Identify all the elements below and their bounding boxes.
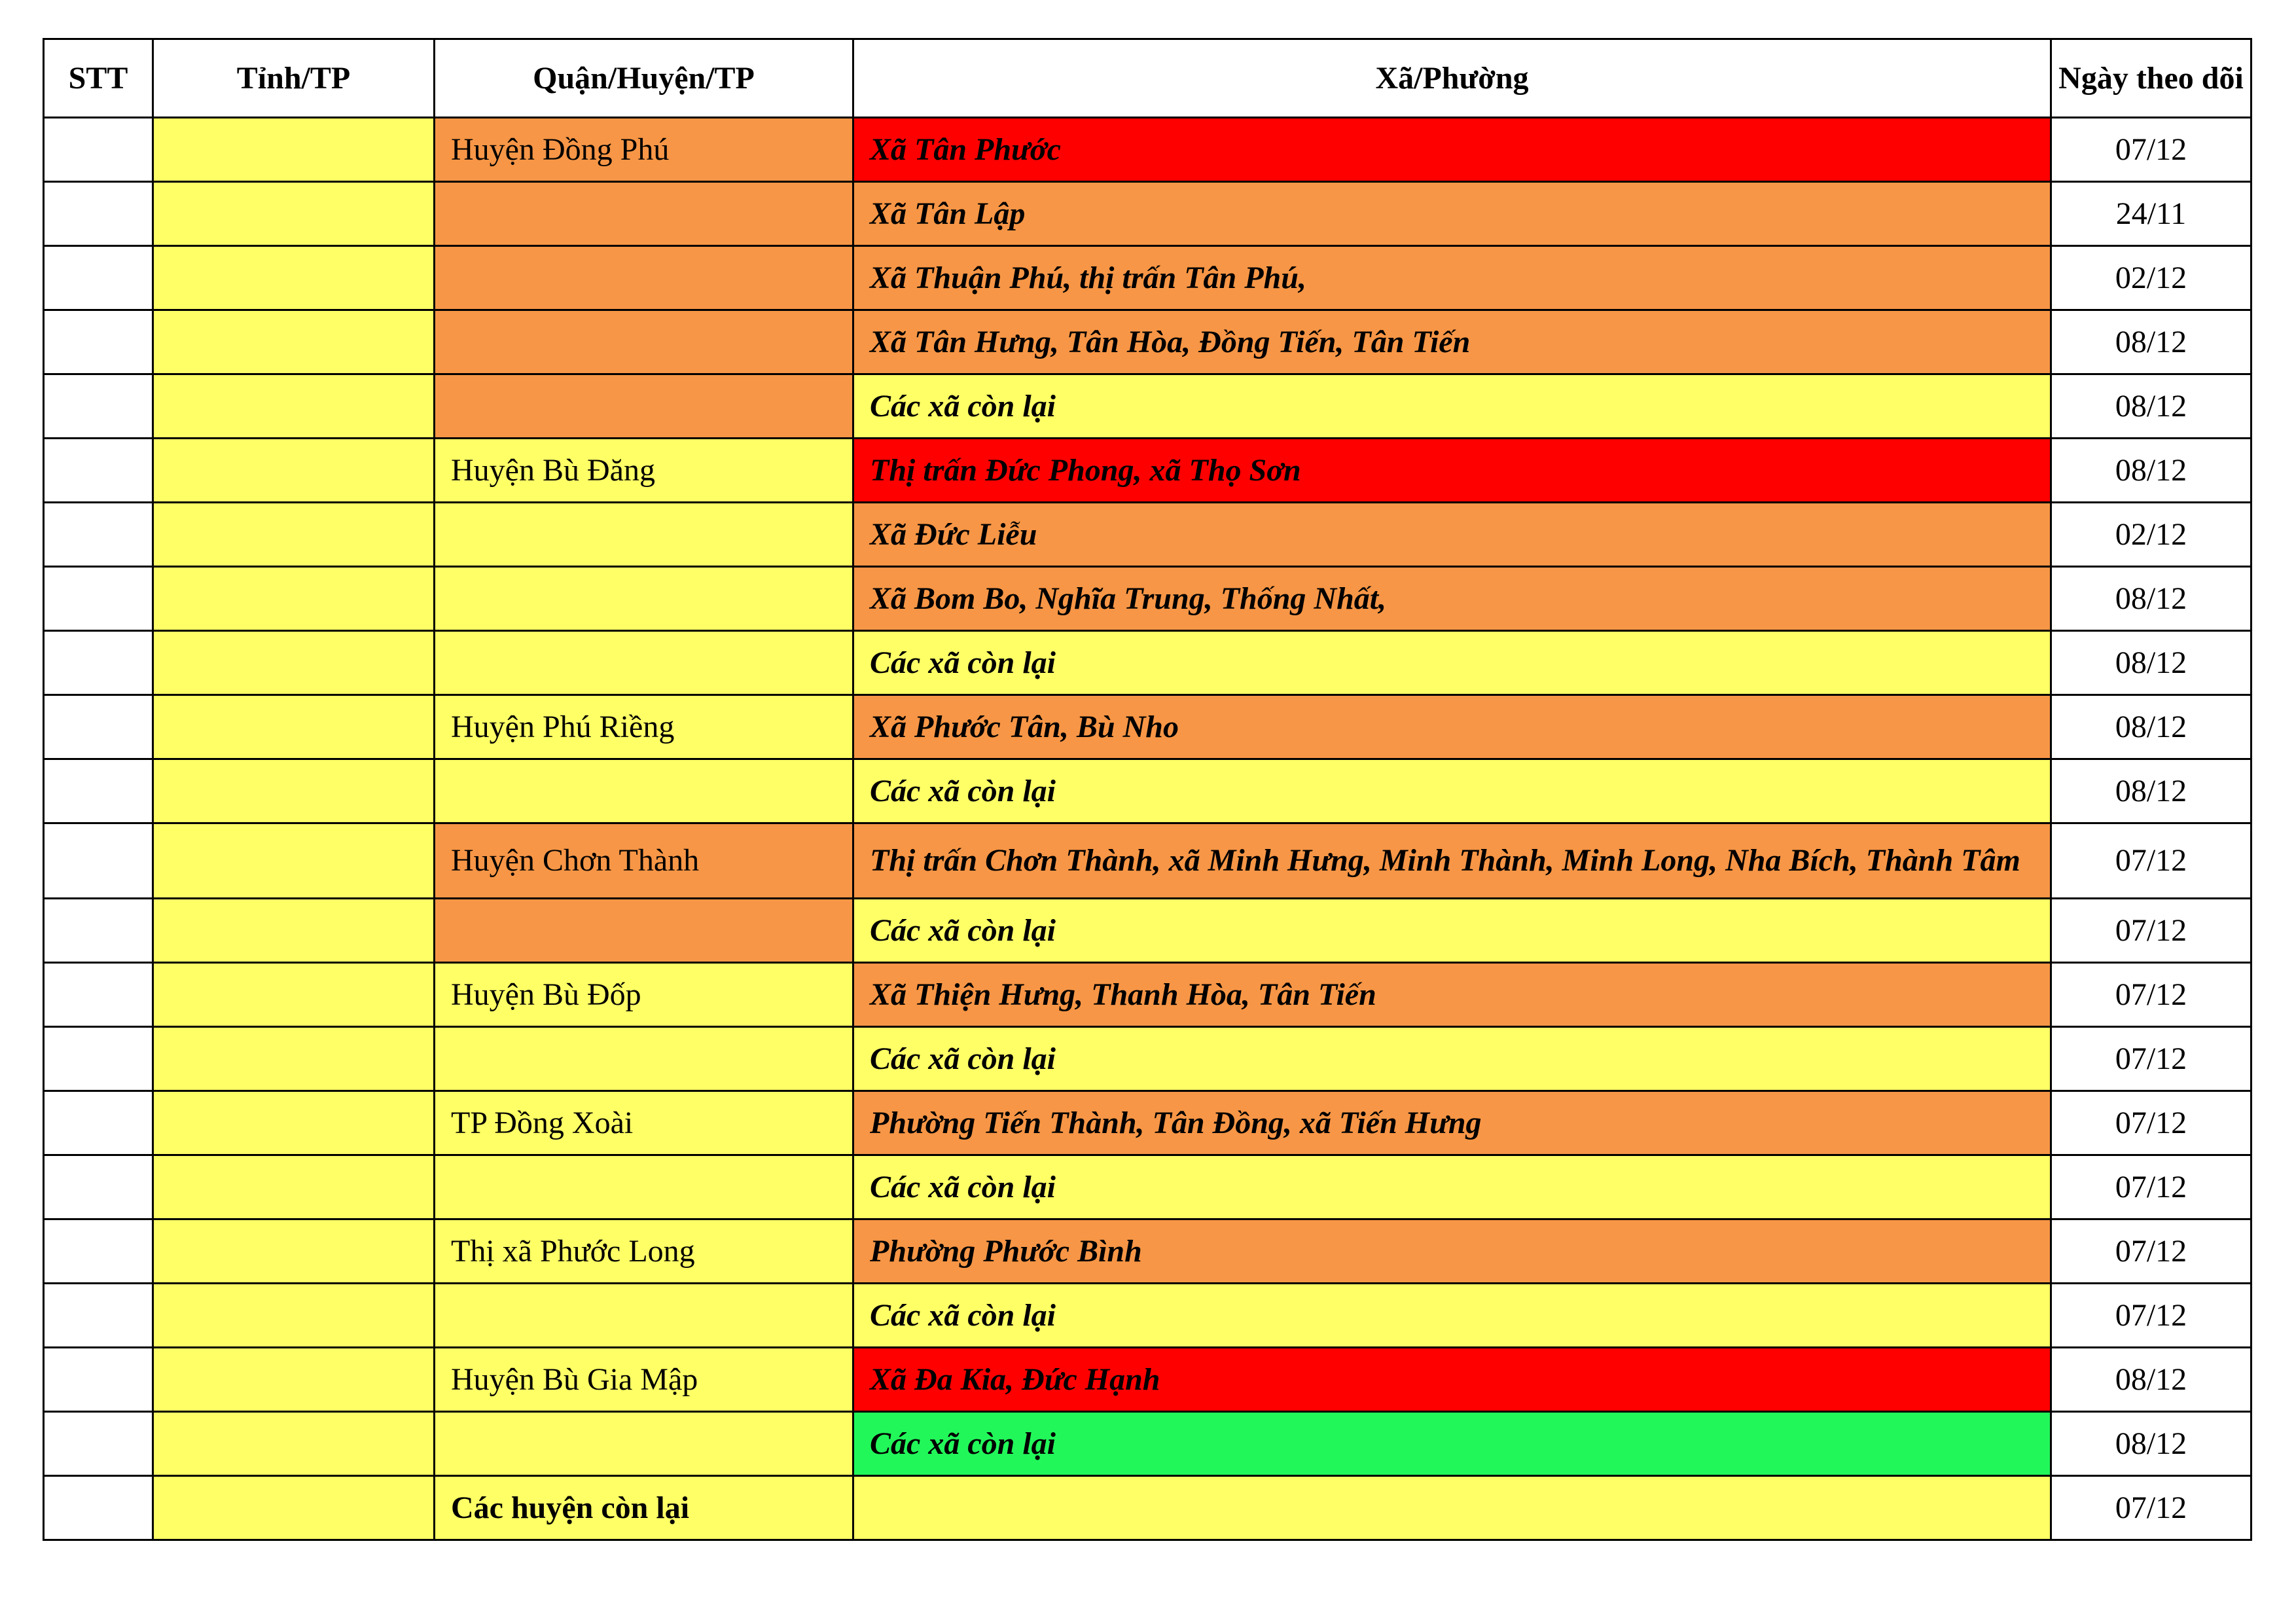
stt-cell [44, 823, 153, 899]
stt-cell [44, 1476, 153, 1540]
table-row [44, 1027, 2251, 1091]
stt-cell [44, 118, 153, 182]
province-cell [153, 310, 435, 374]
commune-cell: Xã Thuận Phú, thị trấn Tân Phú, [853, 246, 2051, 310]
district-cell [435, 310, 853, 374]
table-row [44, 1284, 2251, 1348]
province-cell [153, 759, 435, 823]
commune-cell: Xã Tân Lập [853, 182, 2051, 246]
province-cell [153, 1348, 435, 1412]
province-cell [153, 1476, 435, 1540]
commune-cell: Xã Thiện Hưng, Thanh Hòa, Tân Tiến [853, 963, 2051, 1027]
header-commune: Xã/Phường [853, 39, 2051, 118]
stt-cell [44, 1155, 153, 1219]
header-stt: STT [44, 39, 153, 118]
district-cell: Các huyện còn lại [435, 1476, 853, 1540]
date-cell: 07/12 [2051, 823, 2251, 899]
district-cell: Huyện Phú Riềng [435, 695, 853, 759]
date-cell: 08/12 [2051, 759, 2251, 823]
date-cell: 07/12 [2051, 118, 2251, 182]
table-row [44, 182, 2251, 246]
table-row [44, 1091, 2251, 1155]
stt-cell [44, 503, 153, 567]
district-cell [435, 1027, 853, 1091]
province-cell [153, 695, 435, 759]
table-row [44, 631, 2251, 695]
district-cell [435, 374, 853, 439]
province-cell [153, 118, 435, 182]
table-row [44, 310, 2251, 374]
table-row [44, 503, 2251, 567]
province-cell [153, 1091, 435, 1155]
stt-cell [44, 1027, 153, 1091]
district-cell: Huyện Bù Đốp [435, 963, 853, 1027]
province-cell [153, 631, 435, 695]
commune-cell: Phường Tiến Thành, Tân Đồng, xã Tiến Hưng [853, 1091, 2051, 1155]
date-cell: 08/12 [2051, 695, 2251, 759]
province-cell [153, 963, 435, 1027]
stt-cell [44, 439, 153, 503]
table-header [44, 39, 2251, 118]
district-cell: TP Đồng Xoài [435, 1091, 853, 1155]
table-row [44, 439, 2251, 503]
commune-cell: Xã Bom Bo, Nghĩa Trung, Thống Nhất, [853, 567, 2051, 631]
date-cell: 08/12 [2051, 1348, 2251, 1412]
province-cell [153, 1412, 435, 1476]
header-row [44, 39, 2251, 118]
table-row [44, 567, 2251, 631]
district-cell [435, 246, 853, 310]
district-cell [435, 567, 853, 631]
date-cell: 07/12 [2051, 1027, 2251, 1091]
table-row [44, 118, 2251, 182]
commune-cell: Các xã còn lại [853, 631, 2051, 695]
date-cell: 08/12 [2051, 631, 2251, 695]
stt-cell [44, 1348, 153, 1412]
province-cell [153, 823, 435, 899]
commune-cell: Xã Phước Tân, Bù Nho [853, 695, 2051, 759]
date-cell: 07/12 [2051, 1091, 2251, 1155]
stt-cell [44, 695, 153, 759]
table-row [44, 695, 2251, 759]
stt-cell [44, 631, 153, 695]
date-cell: 07/12 [2051, 899, 2251, 963]
commune-cell: Phường Phước Bình [853, 1219, 2051, 1284]
commune-cell: Thị trấn Chơn Thành, xã Minh Hưng, Minh Thành, Minh Long, Nha Bích, Thành Tâm [853, 823, 2051, 899]
table-body [44, 118, 2251, 1540]
commune-cell: Các xã còn lại [853, 1155, 2051, 1219]
stt-cell [44, 374, 153, 439]
stt-cell [44, 182, 153, 246]
commune-cell: Các xã còn lại [853, 899, 2051, 963]
table-row [44, 963, 2251, 1027]
table-row [44, 899, 2251, 963]
commune-cell: Các xã còn lại [853, 1412, 2051, 1476]
date-cell: 07/12 [2051, 963, 2251, 1027]
district-cell [435, 631, 853, 695]
covid-level-table [43, 38, 2252, 1541]
province-cell [153, 246, 435, 310]
commune-cell: Thị trấn Đức Phong, xã Thọ Sơn [853, 439, 2051, 503]
province-cell [153, 1219, 435, 1284]
commune-cell: Xã Tân Hưng, Tân Hòa, Đồng Tiến, Tân Tiến [853, 310, 2051, 374]
stt-cell [44, 963, 153, 1027]
province-cell [153, 503, 435, 567]
stt-cell [44, 310, 153, 374]
table-row [44, 1348, 2251, 1412]
date-cell: 07/12 [2051, 1155, 2251, 1219]
commune-cell: Xã Tân Phước [853, 118, 2051, 182]
district-cell: Huyện Đồng Phú [435, 118, 853, 182]
province-cell [153, 899, 435, 963]
table-row [44, 1219, 2251, 1284]
district-cell [435, 503, 853, 567]
district-cell: Huyện Chơn Thành [435, 823, 853, 899]
commune-cell: Xã Đa Kia, Đức Hạnh [853, 1348, 2051, 1412]
table-row [44, 823, 2251, 899]
header-date: Ngày theo dõi [2051, 39, 2251, 118]
district-cell [435, 1155, 853, 1219]
date-cell: 24/11 [2051, 182, 2251, 246]
date-cell: 02/12 [2051, 503, 2251, 567]
district-cell [435, 1412, 853, 1476]
date-cell: 08/12 [2051, 567, 2251, 631]
commune-cell: Các xã còn lại [853, 759, 2051, 823]
table-row [44, 374, 2251, 439]
stt-cell [44, 1091, 153, 1155]
commune-cell: Các xã còn lại [853, 1027, 2051, 1091]
date-cell: 07/12 [2051, 1219, 2251, 1284]
table-row [44, 1476, 2251, 1540]
commune-cell: Các xã còn lại [853, 1284, 2051, 1348]
date-cell: 08/12 [2051, 310, 2251, 374]
table-row [44, 1155, 2251, 1219]
date-cell: 08/12 [2051, 374, 2251, 439]
header-district: Quận/Huyện/TP [435, 39, 853, 118]
commune-cell [853, 1476, 2051, 1540]
district-cell [435, 759, 853, 823]
commune-cell: Các xã còn lại [853, 374, 2051, 439]
district-cell: Huyện Bù Gia Mập [435, 1348, 853, 1412]
province-cell [153, 182, 435, 246]
stt-cell [44, 1412, 153, 1476]
table-row [44, 1412, 2251, 1476]
district-cell [435, 899, 853, 963]
table-row [44, 759, 2251, 823]
stt-cell [44, 899, 153, 963]
date-cell: 08/12 [2051, 439, 2251, 503]
date-cell: 02/12 [2051, 246, 2251, 310]
district-cell: Huyện Bù Đăng [435, 439, 853, 503]
stt-cell [44, 759, 153, 823]
province-cell [153, 567, 435, 631]
stt-cell [44, 246, 153, 310]
province-cell [153, 1155, 435, 1219]
table-row [44, 246, 2251, 310]
district-cell: Thị xã Phước Long [435, 1219, 853, 1284]
province-cell [153, 439, 435, 503]
province-cell [153, 1027, 435, 1091]
district-cell [435, 182, 853, 246]
province-cell [153, 374, 435, 439]
commune-cell: Xã Đức Liễu [853, 503, 2051, 567]
stt-cell [44, 1284, 153, 1348]
date-cell: 07/12 [2051, 1476, 2251, 1540]
province-cell [153, 1284, 435, 1348]
district-cell [435, 1284, 853, 1348]
date-cell: 08/12 [2051, 1412, 2251, 1476]
stt-cell [44, 1219, 153, 1284]
date-cell: 07/12 [2051, 1284, 2251, 1348]
header-province: Tỉnh/TP [153, 39, 435, 118]
stt-cell [44, 567, 153, 631]
